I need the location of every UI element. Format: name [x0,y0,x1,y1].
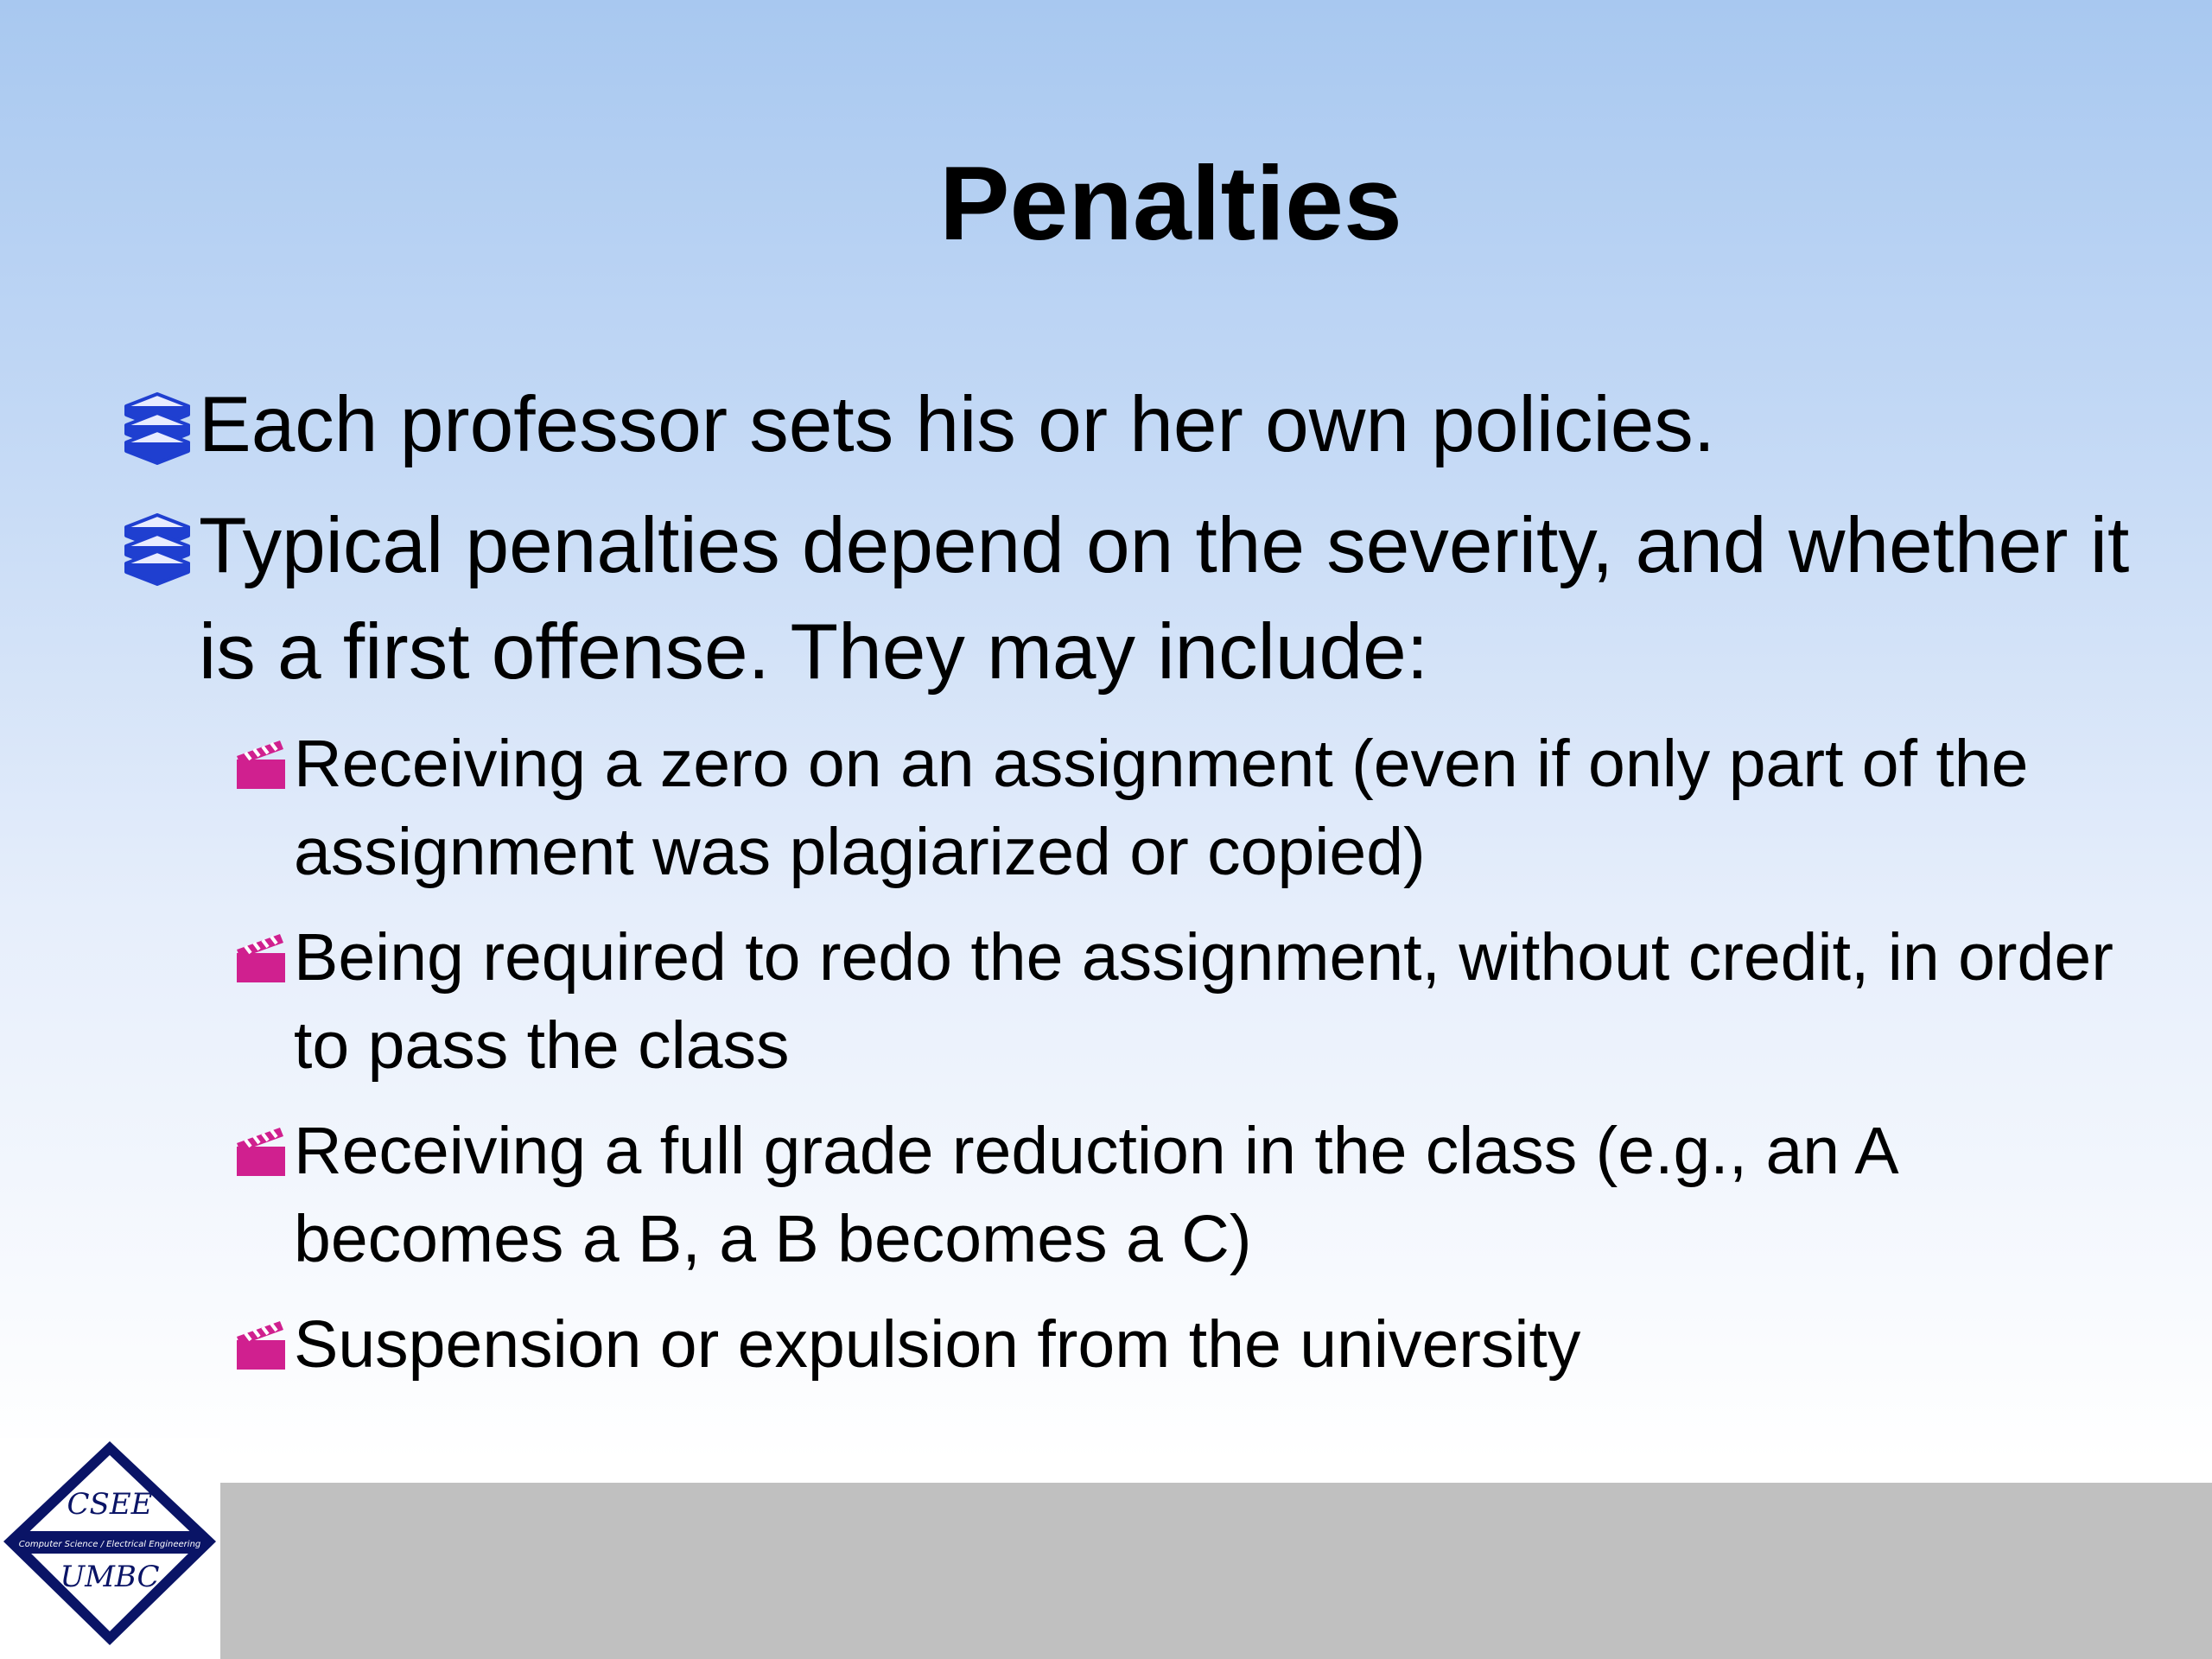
clapperboard-icon [235,931,287,984]
books-icon [119,387,194,465]
bullet-text: Each professor sets his or her own policies. [199,381,1716,468]
bullet-item [119,493,2141,705]
logo-bottom-text: UMBC [60,1560,160,1594]
sub-bullet-item [119,720,2141,896]
footer-bar [220,1483,2212,1659]
slide-title: Penalties [939,144,1402,262]
bullet-text: Typical penalties depend on the severity, and whether it is a first offense. They may include: [199,502,2130,696]
logo-diamond-icon [0,1438,220,1659]
books-icon [119,508,194,586]
logo-middle-text: Computer Science / Electrical Engineering [18,1540,201,1549]
sub-bullet-item [119,913,2141,1090]
logo-top-text: CSEE [67,1487,153,1522]
slide-content [119,372,2141,1406]
bullet-item [119,372,2141,478]
sub-bullet-text: Receiving a zero on an assignment (even if only part of the assignment was plagiarized or copied) [294,727,2029,889]
sub-bullet-text: Receiving a full grade reduction in the class (e.g., an A becomes a B, a B becomes a C) [294,1114,1896,1276]
sub-bullet-text: Suspension or expulsion from the university [294,1307,1581,1382]
sub-bullet-item [119,1300,2141,1389]
clapperboard-icon [235,737,287,791]
clapperboard-icon [235,1124,287,1178]
sub-bullet-text: Being required to redo the assignment, without credit, in order to pass the class [294,920,2113,1083]
clapperboard-icon [235,1318,287,1371]
csee-umbc-logo [0,1438,220,1659]
sub-bullet-item [119,1107,2141,1283]
